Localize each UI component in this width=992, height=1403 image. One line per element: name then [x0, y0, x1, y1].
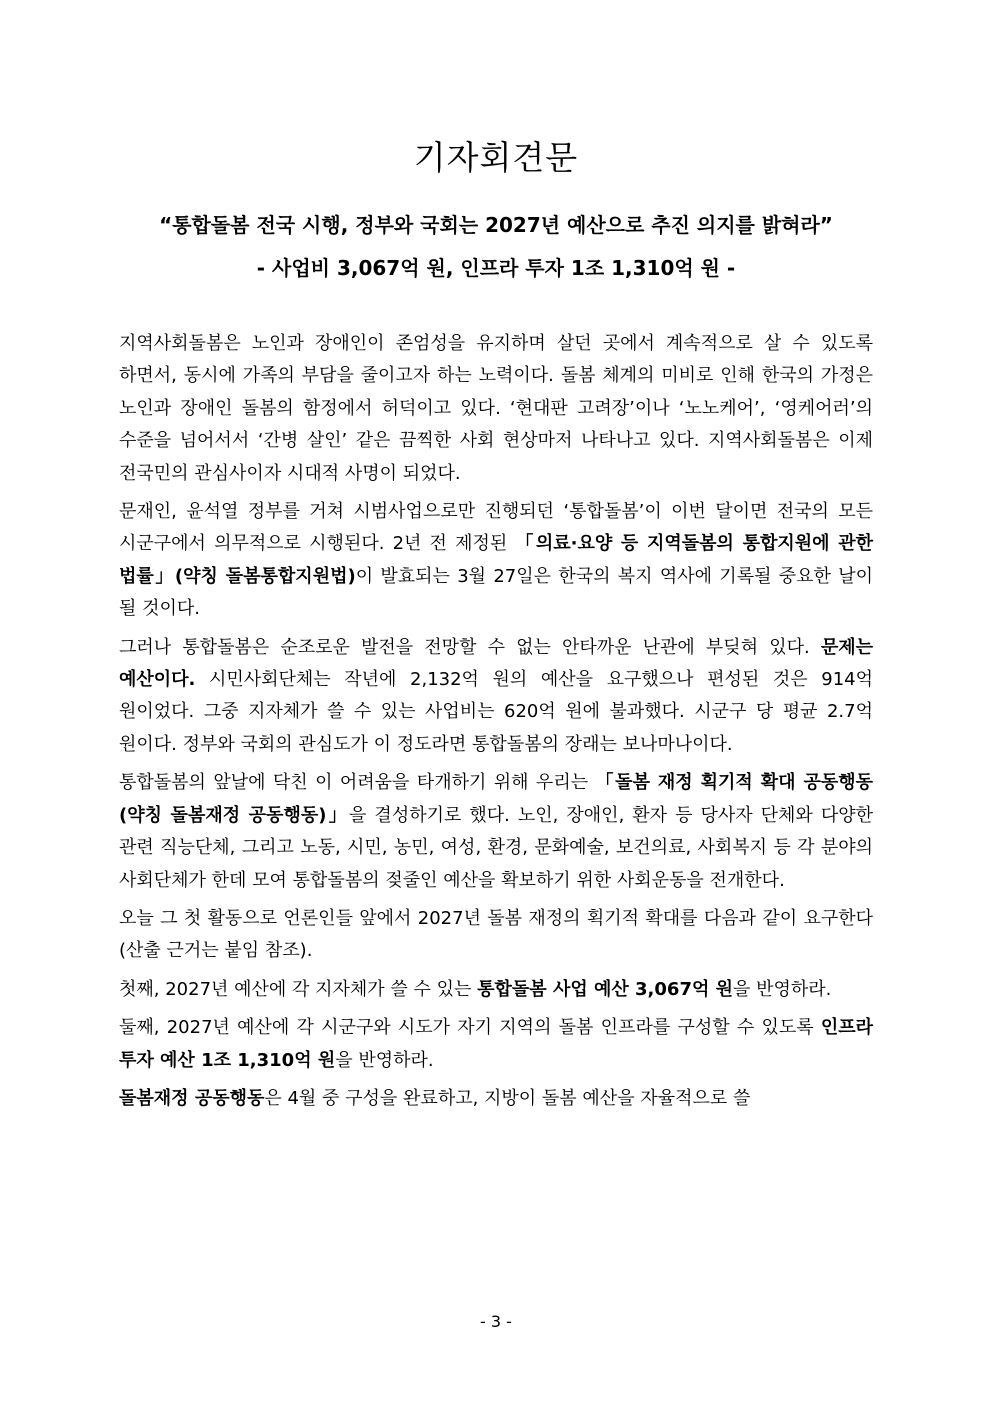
paragraph-demands-intro: [119, 903, 873, 968]
joint-action-name-bold: 「돌봄 재정 획기적 확대 공동행동(약칭 돌봄재정 공동행동)」: [119, 772, 873, 826]
page-number: - 3 -: [480, 1312, 512, 1331]
paragraph-text: 오늘 그 첫 활동으로 언론인들 앞에서 2027년 돌봄 재정의 획기적 확대를 다음과 같이 요구한다(산출 근거는 붙임 참조).: [119, 907, 873, 962]
paragraph-budget-problem: [119, 632, 873, 762]
paragraph-demand-second: [119, 1012, 873, 1077]
paragraph-text: 시민사회단체는 작년에 2,132억 원의 예산을 요구했으나 편성된 것은 914억 원이었다. 그중 지자체가 쓸 수 있는 사업비는 620억 원에 불과했다. 시군구 당 평균 2.7억 원이다. 정부와 국회의 관심도가 이 정도라면 통합돌봄의 장래는 보나마나이다.: [119, 669, 873, 755]
paragraph-law: [119, 496, 873, 626]
paragraph-closing: [119, 1083, 873, 1115]
project-budget-bold: 통합돌봄 사업 예산 3,067억 원: [477, 978, 734, 1000]
document-subtitle-amounts: - 사업비 3,067억 원, 인프라 투자 1조 1,310억 원 -: [256, 256, 736, 280]
paragraph-text: 을 반영하라.: [335, 1049, 434, 1071]
paragraph-demand-first: [119, 974, 873, 1006]
paragraph-text: 지역사회돌봄은 노인과 장애인이 존엄성을 유지하며 살던 곳에서 계속적으로 살 수 있도록 하면서, 동시에 가족의 부담을 줄이고자 하는 노력이다. 돌봄 체계의 미비로 인해 한국의 가정은 노인과 장애인 돌봄의 함정에서 허덕이고 있다. ‘현대판 고려장’이나 ‘노노케어’, ‘영케어러’의 수준을 넘어서서 ‘간병 살인’ 같은 끔찍한 사회 현상마저 나타나고 있다. 지역사회돌봄은 이제 전국민의 관심사이자 시대적 사명이 되었다.: [119, 333, 873, 484]
budget-problem-bold: 문제는 예산이다.: [119, 636, 873, 691]
paragraph-joint-action: [119, 767, 873, 897]
law-name-bold: 「의료·요양 등 지역돌봄의 통합지원에 관한 법률」(약칭 돌봄통합지원법): [119, 533, 874, 587]
document-subtitle: “통합돌봄 전국 시행, 정부와 국회는 2027년 예산으로 추진 의지를 밝혀라”: [159, 213, 833, 237]
paragraph-text: 을 반영하라.: [733, 978, 832, 1000]
paragraph-text: 은 4월 중 구성을 완료하고, 지방이 돌봄 예산을 자율적으로 쓸: [264, 1087, 751, 1109]
paragraph-text: 을 결성하기로 했다. 노인, 장애인, 환자 등 당사자 단체와 다양한 관련 직능단체, 그리고 노동, 시민, 농민, 여성, 환경, 문화예술, 보건의료, 사회복지 등 각 분야의 사회단체가 한데 모여 통합돌봄의 젖줄인 예산을 확보하기 위한 사회운동을 전개한다.: [119, 804, 873, 891]
infrastructure-budget-bold: 인프라 투자 예산 1조 1,310억 원: [119, 1017, 873, 1071]
joint-action-short-bold: 돌봄재정 공동행동: [119, 1087, 265, 1109]
document-title: 기자회견문: [413, 138, 579, 177]
paragraph-text: 첫째, 2027년 예산에 각 지자체가 쓸 수 있는: [119, 978, 478, 1000]
paragraph-text: 문재인, 윤석열 정부를 거쳐 시범사업으로만 진행되던 ‘통합돌봄’이 이번 달이면 전국의 모든 시군구에서 의무적으로 시행된다. 2년 전 제정된: [119, 501, 873, 555]
paragraph-text: 그러나 통합돌봄은 순조로운 발전을 전망할 수 없는 안타까운 난관에 부딪혀 있다.: [119, 636, 821, 658]
paragraph-text: 둘째, 2027년 예산에 각 시군구와 시도가 자기 지역의 돌봄 인프라를 구성할 수 있도록: [119, 1017, 821, 1039]
document-body: [119, 328, 873, 1121]
paragraph-text: 이 발효되는 3월 27일은 한국의 복지 역사에 기록될 중요한 날이 될 것이다.: [119, 565, 873, 620]
paragraph-text: 통합돌봄의 앞날에 닥친 이 어려움을 타개하기 위해 우리는: [119, 772, 596, 794]
paragraph-intro: [119, 328, 873, 490]
